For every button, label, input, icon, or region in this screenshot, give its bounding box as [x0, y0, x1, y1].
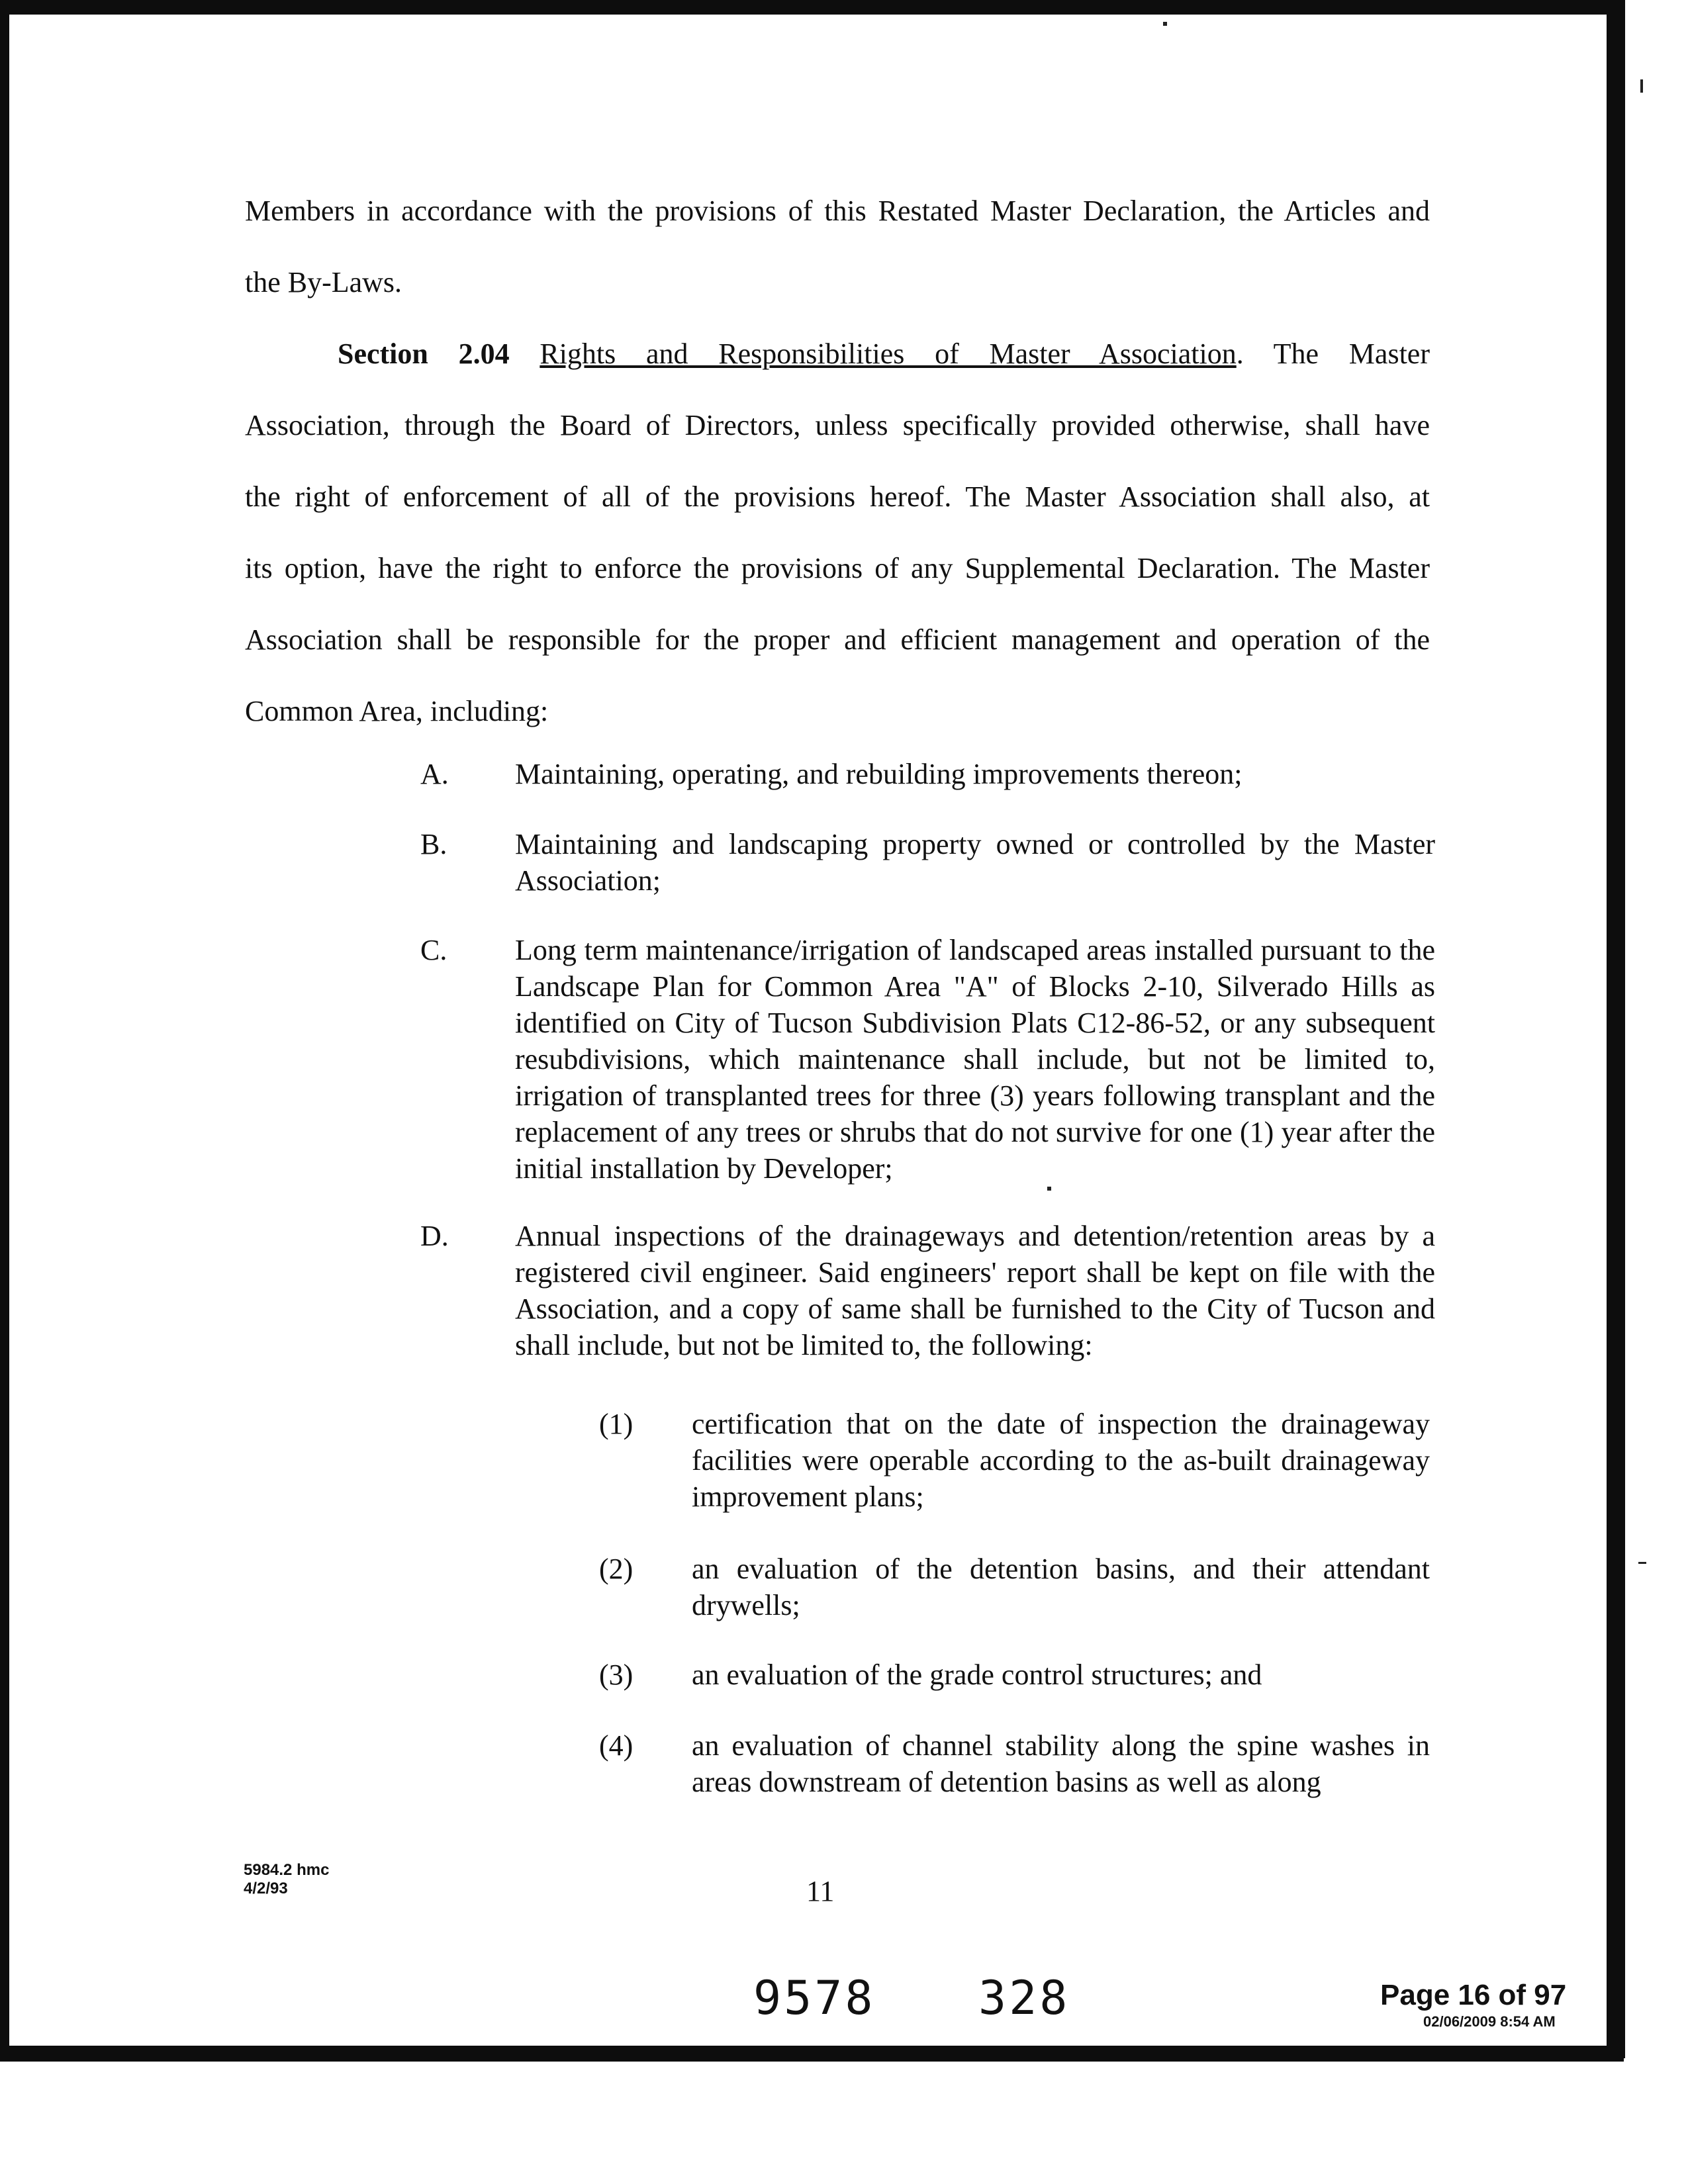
- page-number: 11: [806, 1875, 835, 1907]
- scan-border-right: [1607, 0, 1625, 2058]
- item-text: Maintaining, operating, and rebuilding improvements thereon;: [515, 758, 1243, 790]
- scan-border-top: [0, 0, 1624, 15]
- section-line-0: . The Master: [1236, 338, 1430, 370]
- item-label: B.: [420, 828, 447, 860]
- item-text: Long term maintenance/irrigation of landscaped areas installed pursuant to the Landscape Plan for Common Area "A" of Blocks 2-10, Silverado Hills as identified on City of Tucson Subdivision Plats C12-86-52, or any subsequent resubdivisions, which maintenance shall include, but not be limited to, irrigation of transplanted trees for three (3) years following transplant and the replacement of any trees or shrubs that do not survive for one (1) year after the initial installation by Developer;: [515, 934, 1435, 1185]
- sub-item-label: (3): [599, 1659, 633, 1691]
- section-line-4: Association shall be responsible for the proper and efficient management and operation of the: [245, 623, 1430, 656]
- item-label: D.: [420, 1220, 449, 1252]
- section-title: Rights and Responsibilities of Master Association: [539, 338, 1237, 370]
- item-label: A.: [420, 758, 449, 790]
- intro-paragraph: [245, 175, 1430, 318]
- section-heading-line: [245, 318, 1430, 390]
- intro-line-1: Members in accordance with the provisions of this Restated Master Declaration, the Articles and: [245, 195, 1430, 227]
- document-code-line-1: 5984.2 hmc: [244, 1861, 330, 1879]
- sub-item-label: (4): [599, 1729, 633, 1762]
- scan-speck: [1638, 1562, 1646, 1564]
- print-timestamp: 02/06/2009 8:54 AM: [1423, 2013, 1556, 2030]
- intro-line-2: the By-Laws.: [245, 266, 402, 298]
- section-line-5: Common Area, including:: [245, 695, 549, 727]
- section-line-1: Association, through the Board of Directors, unless specifically provided otherwise, shall have: [245, 409, 1430, 441]
- recording-stamp-docket: 9578: [753, 1971, 876, 2025]
- sub-item-text: an evaluation of channel stability along the spine washes in areas downstream of detention basins as well as along: [692, 1729, 1430, 1798]
- sub-item-label: (1): [599, 1408, 633, 1440]
- page-count: Page 16 of 97: [1380, 1979, 1567, 2011]
- document-code-line-2: 4/2/93: [244, 1880, 288, 1897]
- sub-item-label: (2): [599, 1553, 633, 1585]
- scan-speck: [1163, 22, 1167, 26]
- scan-speck: [1640, 79, 1643, 93]
- item-text: Maintaining and landscaping property owned or controlled by the Master Association;: [515, 828, 1435, 897]
- sub-item-text: an evaluation of the detention basins, and their attendant drywells;: [692, 1553, 1430, 1621]
- sub-item-text: certification that on the date of inspection the drainageway facilities were operable according to the as-built drainageway improvement plans;: [692, 1408, 1430, 1513]
- scan-border-left: [0, 0, 9, 2058]
- item-text: Annual inspections of the drainageways and detention/retention areas by a registered civil engineer. Said engineers' report shall be kept on file with the Association, and a copy of same shall be furnished to the City of Tucson and shall include, but not be limited to, the following:: [515, 1220, 1435, 1361]
- item-label: C.: [420, 934, 447, 966]
- section-line-3: its option, have the right to enforce the provisions of any Supplemental Declaration. The Master: [245, 552, 1430, 584]
- section-line-2: the right of enforcement of all of the provisions hereof. The Master Association shall also, at: [245, 480, 1430, 513]
- sub-item-text: an evaluation of the grade control structures; and: [692, 1659, 1262, 1691]
- section-number: Section 2.04: [338, 338, 510, 370]
- scan-border-bottom: [0, 2046, 1624, 2062]
- section-2-04: [245, 318, 1430, 747]
- document-code: [244, 1861, 329, 1898]
- recording-stamp-page: 328: [978, 1971, 1070, 2025]
- scan-speck: [1047, 1187, 1051, 1191]
